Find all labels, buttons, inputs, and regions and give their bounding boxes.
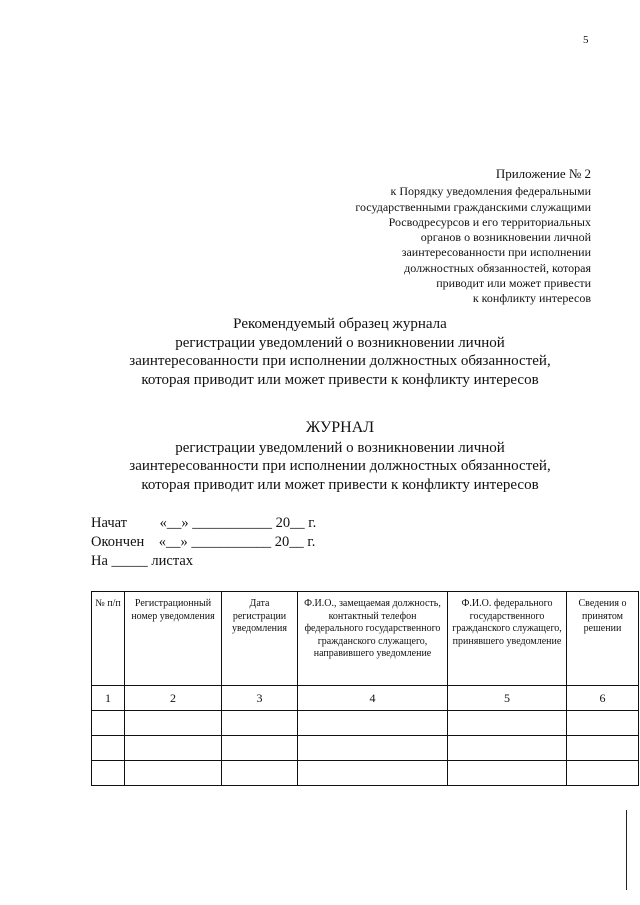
attachment-line: заинтересованности при исполнении [401, 245, 591, 260]
attachment-line: к Порядку уведомления федеральными [390, 184, 591, 199]
table-cell [92, 711, 125, 736]
column-header-registration-number: Регистрационный номер уведомления [125, 592, 222, 686]
column-header-number: № п/п [92, 592, 125, 686]
sheets-count-line: На _____ листах [91, 553, 194, 569]
column-number: 3 [222, 686, 298, 711]
column-header-receiver: Ф.И.О. федерального государственного гражданского служащего, принявшего уведомление [448, 592, 567, 686]
column-header-registration-date: Дата регистрации уведомления [222, 592, 298, 686]
table-cell [298, 736, 448, 761]
ended-date-line: Окончен «__» ___________ 20__ г. [91, 534, 316, 550]
journal-heading-line: регистрации уведомлений о возникновении личной [175, 439, 505, 456]
column-number: 1 [92, 686, 125, 711]
heading-line: регистрации уведомлений о возникновении личной [175, 334, 505, 351]
recommended-sample-heading [60, 315, 620, 389]
table-cell [567, 711, 639, 736]
column-number: 5 [448, 686, 567, 711]
column-header-decision: Сведения о принятом решении [567, 592, 639, 686]
table-header-row [92, 592, 639, 686]
margin-scan-line [626, 810, 627, 890]
attachment-line: государственными гражданскими служащими [355, 199, 591, 214]
table-cell [448, 761, 567, 786]
column-number: 2 [125, 686, 222, 711]
table-cell [125, 711, 222, 736]
table-row [92, 711, 639, 736]
journal-heading [60, 419, 620, 494]
table-row [92, 736, 639, 761]
attachment-line: приводит или может привести [436, 276, 591, 291]
table-cell [92, 736, 125, 761]
attachment-line: Росводресурсов и его территориальных [388, 214, 591, 229]
journal-title: ЖУРНАЛ [305, 419, 375, 436]
attachment-line: к конфликту интересов [472, 291, 591, 306]
table-cell [222, 736, 298, 761]
column-number-row [92, 686, 639, 711]
attachment-line: должностных обязанностей, которая [404, 260, 591, 275]
table-cell [448, 711, 567, 736]
started-date-line: Начат «__» ___________ 20__ г. [91, 515, 317, 531]
table-cell [222, 711, 298, 736]
table-cell [298, 711, 448, 736]
table-cell [298, 761, 448, 786]
heading-line: Рекомендуемый образец журнала [233, 316, 447, 332]
table-cell [125, 761, 222, 786]
table-cell [222, 761, 298, 786]
table-cell [448, 736, 567, 761]
table-cell [567, 736, 639, 761]
page-number: 5 [583, 34, 589, 46]
column-number: 6 [567, 686, 639, 711]
attachment-line: органов о возникновении личной [420, 230, 591, 245]
table-cell [92, 761, 125, 786]
attachment-title: Приложение № 2 [495, 166, 591, 181]
column-number: 4 [298, 686, 448, 711]
table-row [92, 761, 639, 786]
attachment-note [261, 166, 591, 307]
journal-heading-line: которая приводит или может привести к конфликту интересов [141, 476, 539, 493]
table-cell [125, 736, 222, 761]
heading-line: заинтересованности при исполнении должностных обязанностей, [129, 353, 551, 369]
journal-heading-line: заинтересованности при исполнении должностных обязанностей, [129, 458, 551, 474]
table-cell [567, 761, 639, 786]
column-header-sender: Ф.И.О., замещаемая должность, контактный телефон федерального государственного гражданского служащего, направившего уведомление [298, 592, 448, 686]
heading-line: которая приводит или может привести к конфликту интересов [141, 371, 539, 388]
journal-meta [91, 514, 316, 571]
journal-table [91, 591, 639, 786]
